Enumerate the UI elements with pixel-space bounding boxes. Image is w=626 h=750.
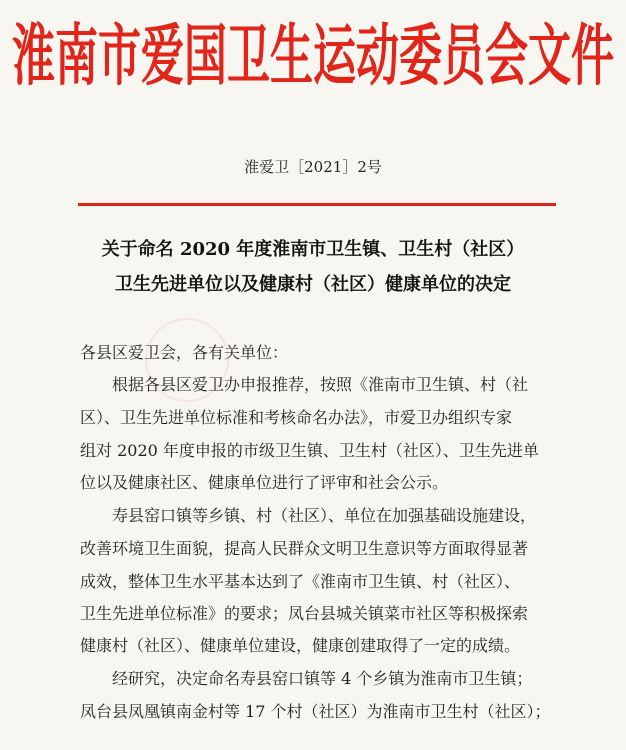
body-line: 成效，整体卫生水平基本达到了《淮南市卫生镇、村（社区）、 [80,572,521,591]
body-line: 改善环境卫生面貌，提高人民群众文明卫生意识等方面取得显著 [80,539,529,558]
body-line: 健康村（社区）、健康单位建设，健康创建取得了一定的成绩。 [80,636,521,655]
document-title-line-2: 卫生先进单位以及健康村（社区）健康单位的决定 [115,274,511,295]
body-line: 位以及健康社区、健康单位进行了评审和社会公示。 [80,473,449,492]
salutation: 各县区爱卫会，各有关单位： [80,343,289,362]
body-line: 经研究，决定命名寿县窑口镇等 4 个乡镇为淮南市卫生镇； [80,669,533,688]
document-number: 淮爱卫［2021］2号 [244,158,382,176]
document-title-line-1: 关于命名 2020 年度淮南市卫生镇、卫生村（社区） [101,239,525,260]
body-line: 卫生先进单位标准》的要求；凤台县城关镇菜市社区等积极探索 [80,604,529,623]
red-divider-line [78,203,556,206]
body-line: 区）、卫生先进单位标准和考核命名办法》，市爱卫办组织专家 [80,408,513,427]
body-line: 组对 2020 年度申报的市级卫生镇、卫生村（社区）、卫生先进单 [80,441,539,460]
org-header-title: 淮南市爱国卫生运动委员会文件 [12,18,614,96]
body-line: 根据各县区爱卫办申报推荐，按照《淮南市卫生镇、村（社 [80,375,529,394]
body-line: 凤台县凤凰镇南金村等 17 个村（社区）为淮南市卫生村（社区）； [80,702,551,721]
body-line: 寿县窑口镇等乡镇、村（社区）、单位在加强基础设施建设， [80,506,537,525]
